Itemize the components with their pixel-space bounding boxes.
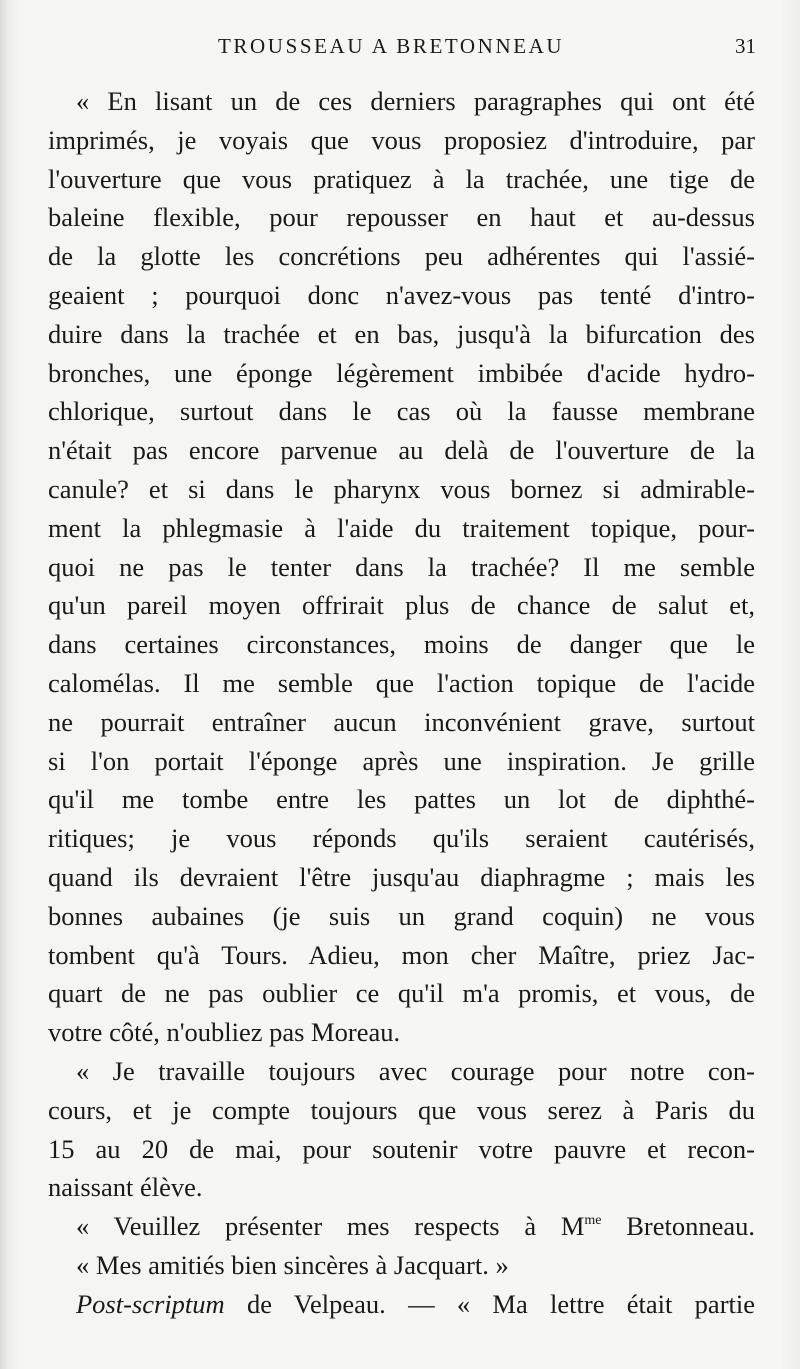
text-line: geaient ; pourquoi donc n'avez-vous pas tenté d'intro- <box>48 279 755 310</box>
text-line: qu'un pareil moyen offrirait plus de chance de salut et, <box>48 590 755 621</box>
text-line: bonnes aubaines (je suis un grand coquin) ne vous <box>48 900 755 931</box>
text-line: quart de ne pas oublier ce qu'il m'a promis, et vous, de <box>48 978 755 1009</box>
text-line: bronches, une éponge légèrement imbibée d'acide hydro- <box>48 357 755 388</box>
text-line: cours, et je compte toujours que vous serez à Paris du <box>48 1094 755 1125</box>
text-line: n'était pas encore parvenue au delà de l'ouverture de la <box>48 435 755 466</box>
text-line: duire dans la trachée et en bas, jusqu'à la bifurcation des <box>48 318 755 349</box>
respects-line <box>48 1207 755 1246</box>
text-line: ritiques; je vous réponds qu'ils seraient cautérisés, <box>48 823 755 854</box>
running-title: TROUSSEAU A BRETONNEAU <box>218 34 565 58</box>
text-line: imprimés, je voyais que vous proposiez d'introduire, par <box>48 124 755 155</box>
running-head <box>0 34 800 64</box>
text-line: chlorique, surtout dans le cas où la fausse membrane <box>48 396 755 427</box>
text-line: tombent qu'à Tours. Adieu, mon cher Maître, priez Jac- <box>48 939 755 970</box>
text-line: votre côté, n'oubliez pas Moreau. <box>48 1017 401 1048</box>
text-line: quoi ne pas le tenter dans la trachée? Il me semble <box>48 551 755 582</box>
text-line: baleine flexible, pour repousser en haut et au-dessus <box>48 202 755 233</box>
page-number: 31 <box>735 34 756 58</box>
amities-line: « Mes amitiés bien sincères à Jacquart. » <box>76 1249 509 1280</box>
postscript-text: de Velpeau. — « Ma lettre était partie <box>224 1288 755 1319</box>
body-text <box>48 82 755 1324</box>
postscript-line <box>48 1285 755 1324</box>
postscript-label: Post-scriptum <box>76 1288 225 1319</box>
text-line: ne pourrait entraîner aucun inconvénient grave, surtout <box>48 706 755 737</box>
text-line: « Je travaille toujours avec courage pour notre con- <box>76 1055 755 1086</box>
text-line: quand ils devraient l'être jusqu'au diaphragme ; mais les <box>48 861 755 892</box>
text-line: dans certaines circonstances, moins de danger que le <box>48 629 755 660</box>
text-line: « En lisant un de ces derniers paragraphes qui ont été <box>76 86 755 116</box>
respects-superscript: me <box>584 1213 602 1229</box>
text-line: ment la phlegmasie à l'aide du traitement topique, pour- <box>48 512 755 543</box>
text-line: l'ouverture que vous pratiquez à la trachée, une tige de <box>48 163 755 194</box>
respects-text-before: « Veuillez présenter mes respects à M <box>76 1211 585 1242</box>
text-line: si l'on portait l'éponge après une inspiration. Je grille <box>48 745 755 776</box>
text-line: naissant élève. <box>48 1172 203 1203</box>
text-line: 15 au 20 de mai, pour soutenir votre pauvre et recon- <box>48 1133 755 1164</box>
text-line: qu'il me tombe entre les pattes un lot de diphthé- <box>48 784 755 815</box>
respects-text-after: Bretonneau. <box>601 1211 755 1242</box>
text-line: de la glotte les concrétions peu adhérentes qui l'assié- <box>48 241 755 272</box>
text-line: calomélas. Il me semble que l'action topique de l'acide <box>48 667 755 698</box>
text-line: canule? et si dans le pharynx vous bornez si admirable- <box>48 473 755 504</box>
